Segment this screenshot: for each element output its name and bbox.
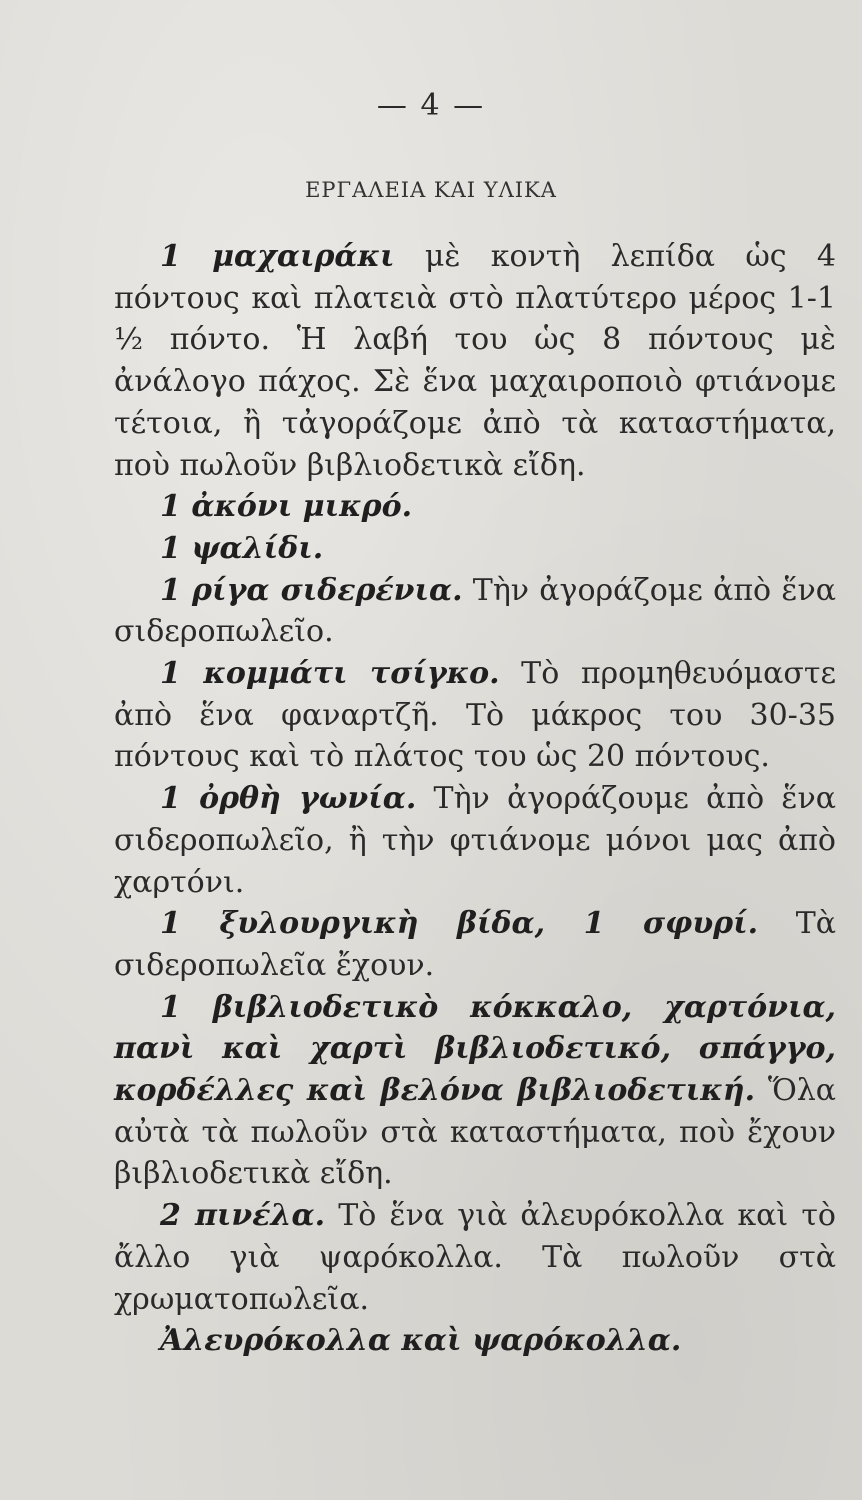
entry-item: 1 μαχαιράκι: [160, 239, 395, 274]
entry-text: μὲ κοντὴ λεπίδα ὡς 4 πόντους καὶ πλατειὰ στὸ πλατύτερο μέρος 1-1 ½ πόντο. Ἡ λαβή του ὡς 8 πόντους μὲ ἀνάλογο πάχος. Σὲ ἕνα μαχαιροποιὸ φτιάνομε τέτοια, ἢ τἀγοράζομε ἀπὸ τὰ καταστήματα, ποὺ πωλοῦν βιβλιοδετικὰ εἴδη.: [114, 239, 836, 483]
entry-text: Τὴν ἀγοράζουμε ἀπὸ ἕνα σιδεροπωλεῖο, ἢ τὴν φτιάνομε μόνοι μας ἀπὸ χαρτόνι.: [114, 781, 837, 900]
entry-paragraph: [114, 1320, 836, 1362]
entry-item: Ἀλευρόκολλα καὶ ψαρόκολλα.: [160, 1323, 682, 1359]
page-number: — 4 —: [376, 88, 486, 123]
entry-text: Ὅλα αὐτὰ τὰ πωλοῦν στὰ καταστήματα, ποὺ ἔχουν βιβλιοδετικὰ εἴδη.: [114, 1073, 837, 1192]
entry-item: 1 κομμάτι τσίγκο.: [160, 656, 500, 692]
entry-item: 1 ἀκόνι μικρό.: [160, 489, 413, 525]
entry-paragraph: [114, 236, 836, 486]
entry-text: Τὰ σιδεροπωλεῖα ἔχουν.: [114, 906, 836, 983]
entry-paragraph: [114, 528, 836, 570]
entry-item: 1 ρίγα σιδερένια.: [160, 572, 463, 608]
entry-item: 1 ψαλίδι.: [160, 530, 324, 566]
entry-paragraph: [114, 987, 836, 1196]
entry-paragraph: [114, 778, 836, 903]
entry-paragraph: [114, 570, 836, 653]
entry-text: Τὸ προμηθευόμαστε ἀπὸ ἕνα φαναρτζῆ. Τὸ μάκρος του 30-35 πόντους καὶ τὸ πλάτος του ὡς 20 πόντους.: [114, 656, 836, 775]
entry-paragraph: [114, 486, 836, 528]
entry-item: 1 βιβλιοδετικὸ κόκκαλο, χαρτόνια, πανὶ καὶ χαρτὶ βιβλιοδετικό, σπάγγο, κορδέλλες καὶ βελόνα βιβλιοδετική.: [114, 989, 836, 1109]
entry-item: 2 πινέλα.: [160, 1198, 326, 1234]
entry-item: 1 ὀρθὴ γωνία.: [160, 781, 417, 817]
entry-paragraph: [114, 1195, 836, 1320]
entry-paragraph: [114, 653, 836, 778]
entry-text: Τὸ ἕνα γιὰ ἀλευρόκολλα καὶ τὸ ἄλλο γιὰ ψαρόκολλα. Τὰ πωλοῦν στὰ χρωματοπωλεῖα.: [114, 1198, 836, 1317]
entry-paragraph: [114, 903, 836, 986]
entry-item: 1 ξυλουργικὴ βίδα, 1 σφυρί.: [160, 906, 759, 942]
entry-text: Τὴν ἀγοράζομε ἀπὸ ἕνα σιδεροπωλεῖο.: [114, 572, 836, 650]
section-title: ΕΡΓΑΛΕΙΑ ΚΑΙ ΥΛΙΚΑ: [305, 178, 557, 202]
body-text: [114, 236, 836, 1362]
